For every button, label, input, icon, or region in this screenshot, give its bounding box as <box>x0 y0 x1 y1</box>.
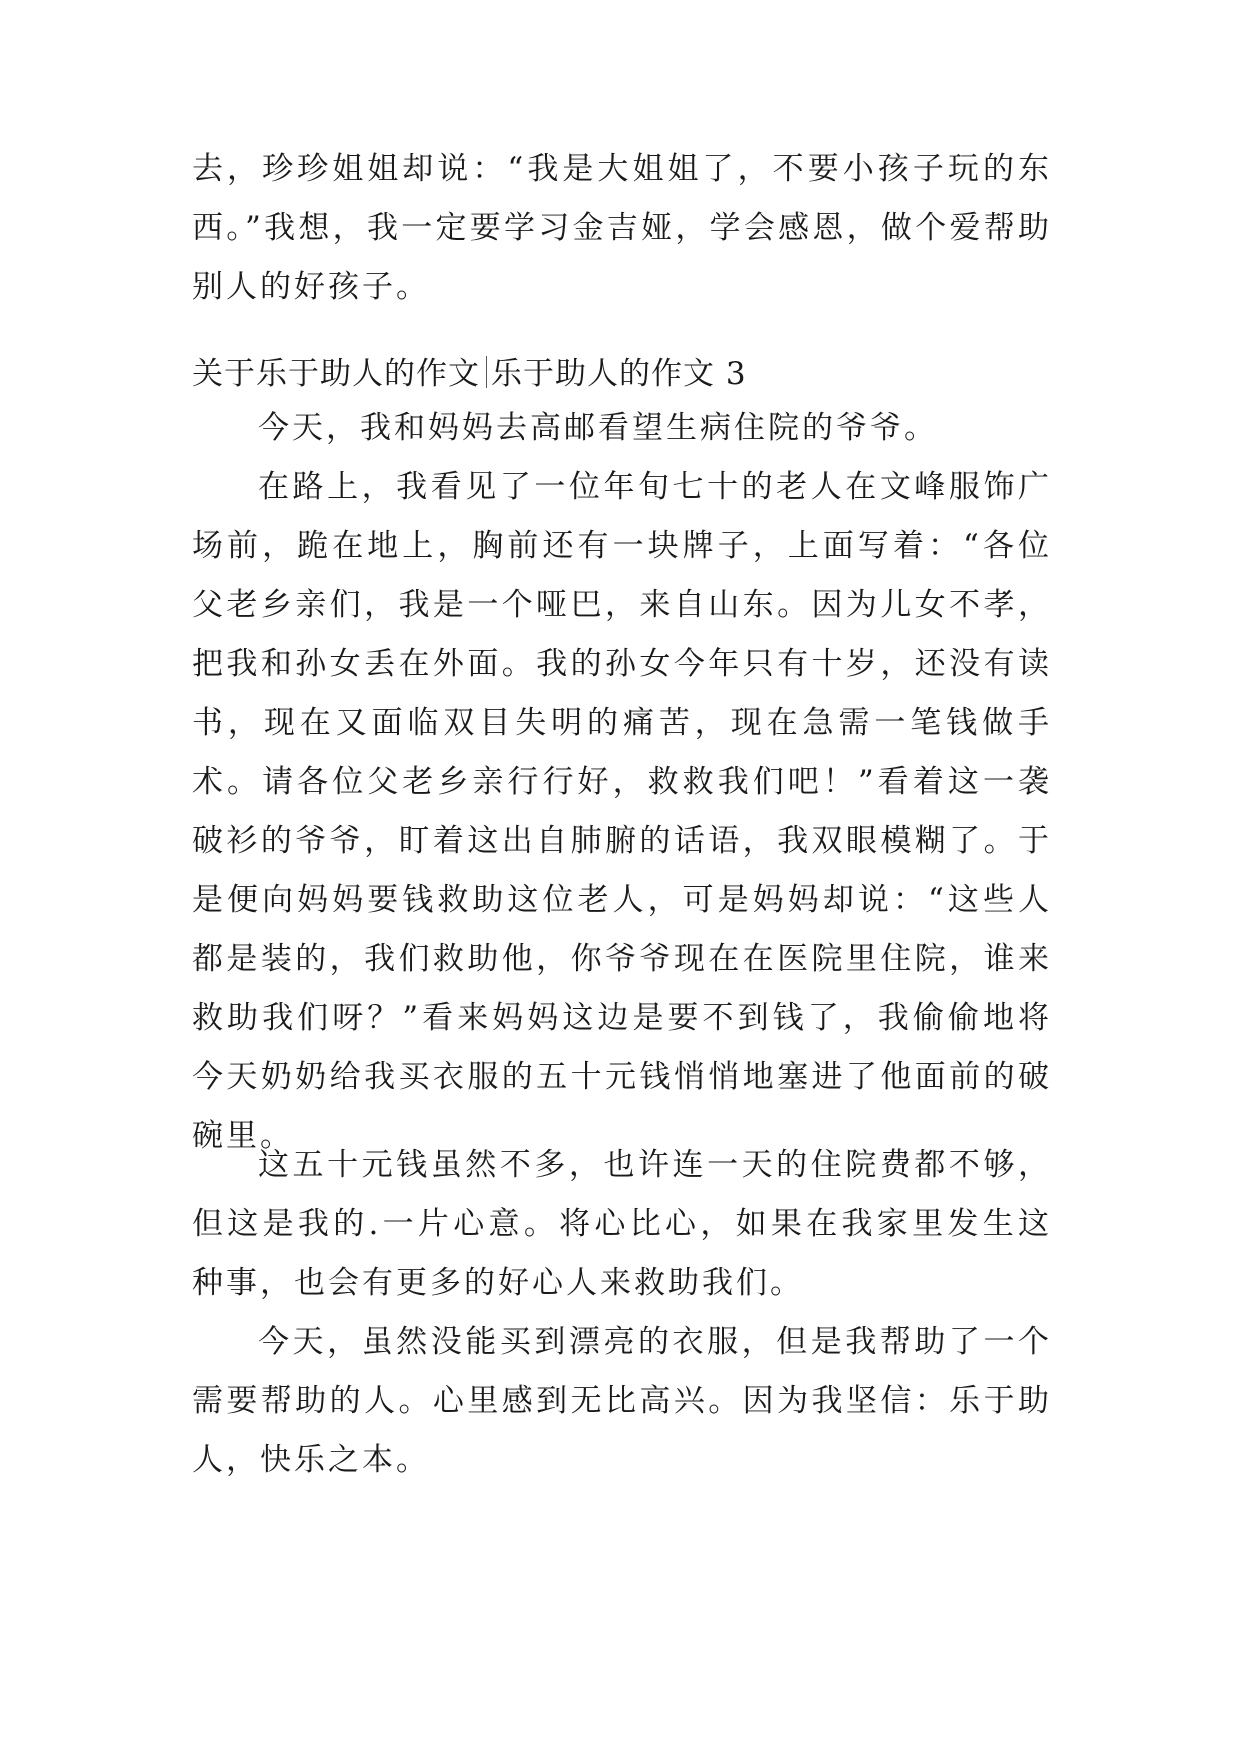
title-separator <box>486 356 487 388</box>
paragraph-3: 这五十元钱虽然不多，也许连一天的住院费都不够，但这是我的.一片心意。将心比心，如果在我家里发生这种事，也会有更多的好心人来救助我们。 <box>192 1147 1052 1301</box>
section-title <box>192 350 1052 398</box>
paragraph-1: 今天，我和妈妈去高邮看望生病住院的爷爷。 <box>258 410 938 446</box>
paragraph-2: 在路上，我看见了一位年旬七十的老人在文峰服饰广场前，跪在地上，胸前还有一块牌子，上面写着：“各位父老乡亲们，我是一个哑巴，来自山东。因为儿女不孝，把我和孙女丢在外面。我的孙女今年只有十岁，还没有读书，现在又面临双目失明的痛苦，现在急需一笔钱做手术。请各位父老乡亲行行好，救救我们吧！”看着这一袭破衫的爷爷，盯着这出自肺腑的话语，我双眼模糊了。于是便向妈妈要钱救助这位老人，可是妈妈却说：“这些人都是装的，我们救助他，你爷爷现在在医院里住院，谁来救助我们呀？”看来妈妈这边是要不到钱了，我偷偷地将今天奶奶给我买衣服的五十元钱悄悄地塞进了他面前的破碗里。 <box>192 469 1052 1154</box>
section-title-main: 关于乐于助人的作文 <box>192 356 480 392</box>
paragraph-4: 今天，虽然没能买到漂亮的衣服，但是我帮助了一个需要帮助的人。心里感到无比高兴。因为我坚信：乐于助人，快乐之本。 <box>192 1324 1052 1478</box>
section-title-sub: 乐于助人的作文 3 <box>491 356 747 392</box>
continuation-paragraph: 去，珍珍姐姐却说：“我是大姐姐了，不要小孩子玩的东西。”我想，我一定要学习金吉娅，学会感恩，做个爱帮助别人的好孩子。 <box>192 151 1052 305</box>
